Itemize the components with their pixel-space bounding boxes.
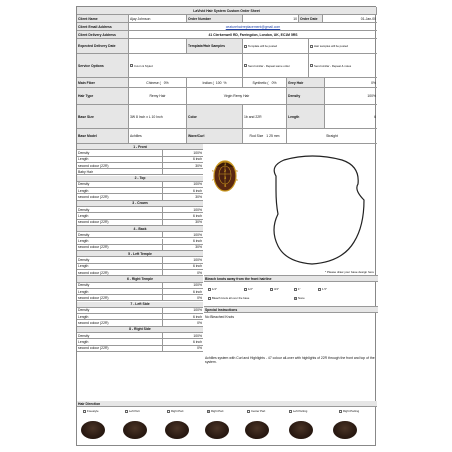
bleach-option[interactable]: 3/4" xyxy=(270,287,302,291)
direction-label: Hair Direction xyxy=(77,401,377,406)
delivery-value[interactable]: 41 Clerkenwell RD, Farringdon, London, UK, EC1M 5RS xyxy=(208,32,298,37)
section-row-value[interactable]: 6 inch xyxy=(192,314,202,319)
order-number-label: Order Number xyxy=(187,15,243,22)
sheet-title: LaVivid Hair System Custom Order Sheet xyxy=(77,7,377,14)
main-fiber-label: Main Fiber xyxy=(77,78,129,87)
indian-field[interactable]: Indian ( 100 % xyxy=(187,78,243,87)
service-label: Service Options xyxy=(77,54,129,77)
order-date-value[interactable]: 01-Jan-00 xyxy=(360,16,376,21)
section-row-label: Density xyxy=(77,150,163,155)
client-row xyxy=(77,15,377,23)
order-date-label: Order Date xyxy=(299,15,323,22)
section-row-value[interactable]: 100% xyxy=(193,150,202,155)
expected-value[interactable] xyxy=(129,39,187,53)
wave-curl-label: Wave/Curl xyxy=(187,129,243,143)
section-row-value[interactable] xyxy=(163,169,203,174)
hair-direction-image xyxy=(205,421,229,439)
section-row-value[interactable]: 6 inch xyxy=(192,339,202,344)
rod-size-field[interactable]: Rod Size 1 25 mm xyxy=(243,129,287,143)
order-number-value[interactable]: 10 xyxy=(243,15,299,22)
density-label: Density xyxy=(287,88,325,104)
section-row-value[interactable]: 30% xyxy=(195,220,202,225)
bleach-all-option[interactable]: Bleach knots all over the base xyxy=(208,296,288,300)
bleach-option[interactable]: 1.5" xyxy=(318,287,350,291)
template-label: Template/Hair Samples xyxy=(187,39,243,53)
base-model-value[interactable]: Achilles xyxy=(129,129,187,143)
region-number: 2 xyxy=(224,168,227,173)
checkbox-icon[interactable] xyxy=(130,64,133,67)
base-model-label: Base Model xyxy=(77,129,129,143)
synthetic-field[interactable]: Synthetic ( 0% xyxy=(243,78,287,87)
template-option-1[interactable]: Template will be posted xyxy=(243,39,309,53)
email-label: Client Email Address xyxy=(77,23,129,30)
service-row xyxy=(77,54,377,78)
direction-option[interactable]: Left Parting xyxy=(289,409,321,413)
section-row-value[interactable]: 100% xyxy=(193,232,202,237)
section-title: 4 - Back xyxy=(77,226,203,232)
section-row-label: Density xyxy=(77,333,163,338)
section-title: 7 - Left Side xyxy=(77,302,203,308)
section-row-label: Density xyxy=(77,257,163,262)
section-row-label: second colour (22R) xyxy=(77,346,163,351)
color-value[interactable]: 1b and 22R xyxy=(243,105,287,128)
head-region-map xyxy=(212,161,238,191)
base-size-value[interactable]: 3W 8 Inch x L 10 Inch xyxy=(129,105,187,128)
section-row-label: Length xyxy=(77,339,163,344)
section-row-value[interactable]: 100% xyxy=(193,308,202,313)
drawing-area[interactable] xyxy=(204,144,378,276)
checkbox-icon[interactable] xyxy=(310,45,313,48)
order-sheet xyxy=(76,6,376,446)
section-row-label: Length xyxy=(77,289,163,294)
service-option-2[interactable]: Send similar - Repeat same order xyxy=(243,54,309,77)
section-row-value[interactable]: 30% xyxy=(195,245,202,250)
expected-row xyxy=(77,39,377,54)
hair-type-label: Hair Type xyxy=(77,88,129,104)
section-row-label: Density xyxy=(77,182,163,187)
region-number: 1 xyxy=(224,161,227,166)
region-number: 3 xyxy=(224,175,227,180)
draw-note: * Please draw your base design here xyxy=(324,270,374,274)
section-title: 3 - Crown xyxy=(77,201,203,207)
hair-direction-image xyxy=(123,421,147,439)
direction-option[interactable]: Center Part xyxy=(247,409,279,413)
section-row-label: second colour (22R) xyxy=(77,270,163,275)
section-row-label: Density xyxy=(77,308,163,313)
section-row-value[interactable]: 6 inch xyxy=(192,188,202,193)
section-row-value[interactable]: 100% xyxy=(193,182,202,187)
section-row-value[interactable]: 6 inch xyxy=(192,213,202,218)
section-row-label: second colour (22R) xyxy=(77,220,163,225)
delivery-label: Client Delivery Address xyxy=(77,31,129,38)
section-row-value[interactable]: 0% xyxy=(197,270,202,275)
section-row xyxy=(77,346,203,352)
section-row-label: second colour (22R) xyxy=(77,295,163,300)
direction-option[interactable]: Right Part xyxy=(207,409,239,413)
section-row-label: Baby Hair xyxy=(77,169,163,174)
section-row-value[interactable]: 6 inch xyxy=(192,239,202,244)
direction-options xyxy=(77,407,377,447)
region-number: 4 xyxy=(224,183,227,188)
section-row-value[interactable]: 100% xyxy=(193,207,202,212)
section-row-value[interactable]: 6 inch xyxy=(192,289,202,294)
hair-direction-image xyxy=(165,421,189,439)
region-number: 5 xyxy=(212,169,214,173)
checkbox-icon[interactable] xyxy=(244,45,247,48)
section-title: 2 - Top xyxy=(77,176,203,182)
region-number: 7 xyxy=(212,178,214,182)
section-row-label: Length xyxy=(77,213,163,218)
section-row-label: second colour (22R) xyxy=(77,163,163,168)
direction-option[interactable]: Freestyle xyxy=(83,409,115,413)
direction-option[interactable]: Right Parting xyxy=(339,409,371,413)
bleach-options xyxy=(204,282,378,307)
region-number: 8 xyxy=(236,178,238,182)
section-title: 5 - Left Temple xyxy=(77,251,203,257)
chinese-field[interactable]: Chinese ( 0% xyxy=(129,78,187,87)
direction-option[interactable]: Left Part xyxy=(125,409,157,413)
client-name-label: Client Name xyxy=(77,15,129,22)
email-value[interactable]: ceaturehairreplacement@gmail.com xyxy=(225,24,281,29)
section-row-value[interactable]: 6 inch xyxy=(192,157,202,162)
section-row-value[interactable]: 100% xyxy=(193,258,202,263)
section-row-label: Density xyxy=(77,207,163,212)
special-line-2: Achilles system with Curl and Highlights - 47 colour all-over with highlights of 22R through the front and top of the system. xyxy=(205,356,375,365)
section-row-label: Length xyxy=(77,264,163,269)
section-row-label: second colour (22R) xyxy=(77,245,163,250)
region-number: 6 xyxy=(236,169,238,173)
base-size-label: Base Size xyxy=(77,105,129,128)
section-row-value[interactable]: 6 inch xyxy=(192,264,202,269)
direction-option[interactable]: Right Part xyxy=(167,409,199,413)
delivery-row xyxy=(77,31,377,39)
section-row-label: second colour (22R) xyxy=(77,320,163,325)
special-line-1: No Bleached Knots xyxy=(205,315,235,319)
bleach-option[interactable]: 1" xyxy=(294,287,326,291)
section-row-value[interactable]: 0% xyxy=(197,321,202,326)
grey-hair-label: Grey Hair xyxy=(287,78,325,87)
template-option-2[interactable]: Hair samples will be posted xyxy=(309,39,377,53)
density-value[interactable]: 100% xyxy=(367,94,376,98)
section-row-value[interactable]: 30% xyxy=(195,163,202,168)
special-instructions[interactable] xyxy=(204,313,378,401)
wave-curl-value[interactable]: Straight xyxy=(326,134,338,138)
length-value[interactable]: 6 xyxy=(374,114,376,119)
hair-direction-image xyxy=(333,421,357,439)
bleach-header: Bleach knots away from the front hairline xyxy=(204,276,378,282)
section-title: 6 - Right Temple xyxy=(77,276,203,282)
expected-label: Expected Delivery Date xyxy=(77,39,129,53)
section-row-label: Length xyxy=(77,239,163,244)
email-row xyxy=(77,23,377,31)
bleach-option[interactable]: 1/4" xyxy=(208,287,240,291)
section-row-label: Density xyxy=(77,283,163,288)
service-option-1[interactable]: Cut-in & Styled xyxy=(129,54,243,77)
section-title: 8 - Right Side xyxy=(77,327,203,333)
hair-direction-image xyxy=(81,421,105,439)
color-label: Color xyxy=(187,105,243,128)
section-row-value[interactable]: 0% xyxy=(197,346,202,351)
section-row-value[interactable]: 100% xyxy=(193,333,202,338)
base-diagram xyxy=(204,144,378,276)
section-row-value[interactable]: 100% xyxy=(193,283,202,288)
section-row-label: Density xyxy=(77,232,163,237)
hair-direction-image xyxy=(245,421,269,439)
section-title: 1 - Front xyxy=(77,144,203,150)
section-row-label: Length xyxy=(77,157,163,162)
length-label: Length xyxy=(287,105,325,128)
checkbox-icon[interactable] xyxy=(310,64,313,67)
hair-direction-image xyxy=(289,421,313,439)
base-model-row xyxy=(77,129,377,144)
bleach-none-option[interactable]: None xyxy=(294,296,326,300)
client-name-value[interactable]: Ajay Johnson xyxy=(129,15,187,22)
section-row-value[interactable]: 30% xyxy=(195,195,202,200)
hair-type-virgin[interactable]: Virgin Remy Hair xyxy=(187,88,287,104)
checkbox-icon[interactable] xyxy=(244,64,247,67)
grey-hair-value[interactable]: 0% xyxy=(371,80,376,85)
service-option-3[interactable]: Send similar - Repeat & notes xyxy=(309,54,377,77)
section-row-label: second colour (22R) xyxy=(77,194,163,199)
bleach-option[interactable]: 1/2" xyxy=(244,287,276,291)
base-outline xyxy=(274,156,364,264)
section-row-label: Length xyxy=(77,188,163,193)
special-header: Special Instructions xyxy=(204,307,378,313)
title-row xyxy=(77,7,377,15)
hair-type-row xyxy=(77,88,377,105)
section-row-label: Length xyxy=(77,314,163,319)
hair-type-remy[interactable]: Remy Hair xyxy=(129,88,187,104)
base-size-row xyxy=(77,105,377,129)
section-row-value[interactable]: 0% xyxy=(197,295,202,300)
fiber-row xyxy=(77,78,377,88)
